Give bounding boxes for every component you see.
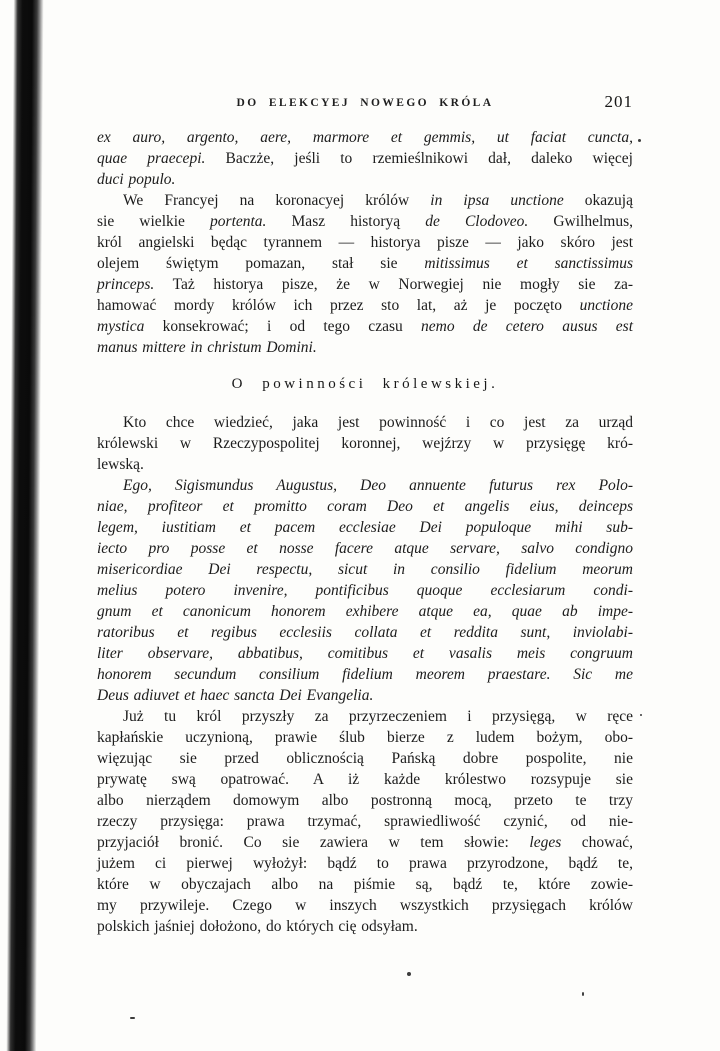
text-line	[97, 274, 633, 295]
text-line	[97, 622, 633, 643]
latin-italic-run: manus mittere in christum Domini.	[97, 339, 317, 356]
page-number: 201	[604, 92, 633, 111]
text-line	[97, 337, 633, 358]
text-run: Kto chce wiedzieć, jaka jest powinność i co jest za urząd	[123, 414, 633, 431]
text-run: hamować mordy królów ich przez sto lat, aż je poczęto	[97, 297, 580, 314]
running-head-title: DO ELEKCYEJ NOWEGO KRÓLA	[236, 97, 494, 109]
text-run: lewską.	[97, 456, 144, 473]
text-run: okazują	[563, 192, 633, 209]
text-run: We Francyej na koronacyej królów	[123, 192, 431, 209]
text-line	[97, 538, 633, 559]
latin-italic-run: unctione	[579, 297, 633, 314]
latin-italic-run: princeps.	[97, 276, 155, 293]
text-line	[97, 643, 633, 664]
text-run: rzeczy przysięga: prawa trzymać, sprawiedliwość czynić, od nie-	[97, 813, 633, 830]
latin-italic-run: mystica	[97, 318, 145, 335]
latin-italic-run: mitissimus et sanctissimus	[424, 255, 633, 272]
text-run: olejem świętym pomazan, stał sie	[97, 255, 425, 272]
latin-italic-run: liter observare, abbatibus, comitibus et vasalis meis congruum	[97, 645, 633, 662]
latin-italic-run: ex auro, argento, aere, marmore et gemmis, ut faciat cuncta,	[97, 129, 633, 146]
text-line	[97, 232, 633, 253]
text-run: albo nierządem domowym albo postronną mocą, przeto te trzy	[97, 792, 633, 809]
text-run: prywatę swą opatrować. A iż każde królestwo rozsypuje sie	[97, 771, 633, 788]
latin-italic-run: nemo de cetero ausus est	[421, 318, 634, 335]
text-run: przyjaciół bronić. Co sie zawiera w tem słowie:	[97, 834, 530, 851]
text-run: które w obyczajach albo na piśmie są, bądź te, które zowie-	[97, 876, 633, 893]
scan-speck	[640, 714, 642, 716]
text-run: Już tu król przyszły za przyrzeczeniem i przysięgą, w ręce	[123, 708, 633, 725]
text-run: kapłańskie uczynioną, prawie ślub bierze z ludem bożym, obo-	[97, 729, 633, 746]
text-line	[97, 454, 633, 475]
text-line	[97, 748, 633, 769]
text-line	[97, 769, 633, 790]
latin-italic-run: leges	[529, 834, 562, 851]
text-line	[97, 790, 633, 811]
text-line	[97, 127, 633, 148]
latin-italic-run: legem, iustitiam et pacem ecclesiae Dei populoque mihi sub-	[97, 519, 633, 536]
text-run: więzując sie przed oblicznością Pańską dobre pospolite, nie	[97, 750, 633, 767]
text-line	[97, 832, 633, 853]
text-line	[97, 874, 633, 895]
text-line	[97, 475, 633, 496]
text-line	[97, 316, 633, 337]
text-run: Masz historyą	[266, 213, 426, 230]
text-line	[97, 601, 633, 622]
text-line	[97, 148, 633, 169]
text-line	[97, 190, 633, 211]
latin-italic-run: ratoribus et regibus ecclesiis collata et reddita sunt, inviolabi-	[97, 624, 633, 641]
text-run: król angielski będąc tyrannem — historya pisze — jako skóro jest	[97, 234, 633, 251]
text-line	[97, 727, 633, 748]
text-line	[97, 580, 633, 601]
latin-italic-run: niae, profiteor et promitto coram Deo et angelis eius, deinceps	[97, 498, 633, 515]
text-run: królewski w Rzeczypospolitej koronnej, wejźrzy w przysięgę kró-	[97, 435, 633, 452]
text-line	[97, 496, 633, 517]
text-line	[97, 559, 633, 580]
latin-italic-run: quae praecepi.	[97, 150, 206, 167]
latin-italic-run: melius potero invenire, pontificibus quoque ecclesiarum condi-	[97, 582, 633, 599]
text-run: sie wielkie	[97, 213, 211, 230]
text-line	[97, 706, 633, 727]
scan-speck	[407, 972, 411, 976]
scan-speck	[130, 1017, 135, 1019]
text-line	[97, 517, 633, 538]
text-line	[97, 433, 633, 454]
text-line	[97, 916, 633, 937]
latin-italic-run: de Clodoveo.	[425, 213, 529, 230]
latin-italic-run: gnum et canonicum honorem exhibere atque ea, quae ab impe-	[97, 603, 633, 620]
text-line	[97, 211, 633, 232]
text-line	[97, 664, 633, 685]
text-run: polskich jaśniej dołożono, do których cię odsyłam.	[97, 918, 418, 935]
binding-shadow	[6, 0, 43, 1051]
latin-italic-run: misericordiae Dei respectu, sicut in consilio fidelium meorum	[97, 561, 633, 578]
latin-italic-run: duci populo.	[97, 171, 176, 188]
latin-italic-run: portenta.	[210, 213, 267, 230]
latin-italic-run: iecto pro posse et nosse facere atque servare, salvo condigno	[97, 540, 633, 557]
text-run: my przywileje. Czego w inszych wszystkich przysięgach królów	[97, 897, 633, 914]
latin-italic-run: honorem secundum consilium fidelium meorem praestare. Sic me	[97, 666, 633, 683]
latin-italic-run: Deus adiuvet et haec sancta Dei Evangelia.	[97, 687, 374, 704]
text-line	[97, 811, 633, 832]
text-line	[97, 253, 633, 274]
text-run: Gwilhelmus,	[528, 213, 633, 230]
text-run: Baczże, jeśli to rzemieślnikowi dał, daleko więcej	[205, 150, 633, 167]
text-run: chować,	[561, 834, 633, 851]
section-heading: O powinności królewskiej.	[231, 376, 499, 392]
text-line	[97, 685, 633, 706]
running-head	[97, 94, 633, 114]
scan-speck	[582, 992, 584, 996]
text-run: Taż historya pisze, że w Norwegiej nie mogły sie za-	[154, 276, 633, 293]
latin-italic-run: in ipsa unctione	[430, 192, 564, 209]
text-line	[97, 169, 633, 190]
text-line	[97, 295, 633, 316]
text-run: jużem ci pierwej wyłożył: bądź to prawa przyrodzone, bądź te,	[97, 855, 633, 872]
text-line	[97, 412, 633, 433]
text-run: konsekrować; i od tego czasu	[144, 318, 422, 335]
text-line	[97, 895, 633, 916]
text-block	[97, 127, 633, 937]
text-line	[97, 853, 633, 874]
latin-italic-run: Ego, Sigismundus Augustus, Deo annuente futurus rex Polo-	[123, 477, 633, 494]
scan-speck	[638, 139, 641, 142]
